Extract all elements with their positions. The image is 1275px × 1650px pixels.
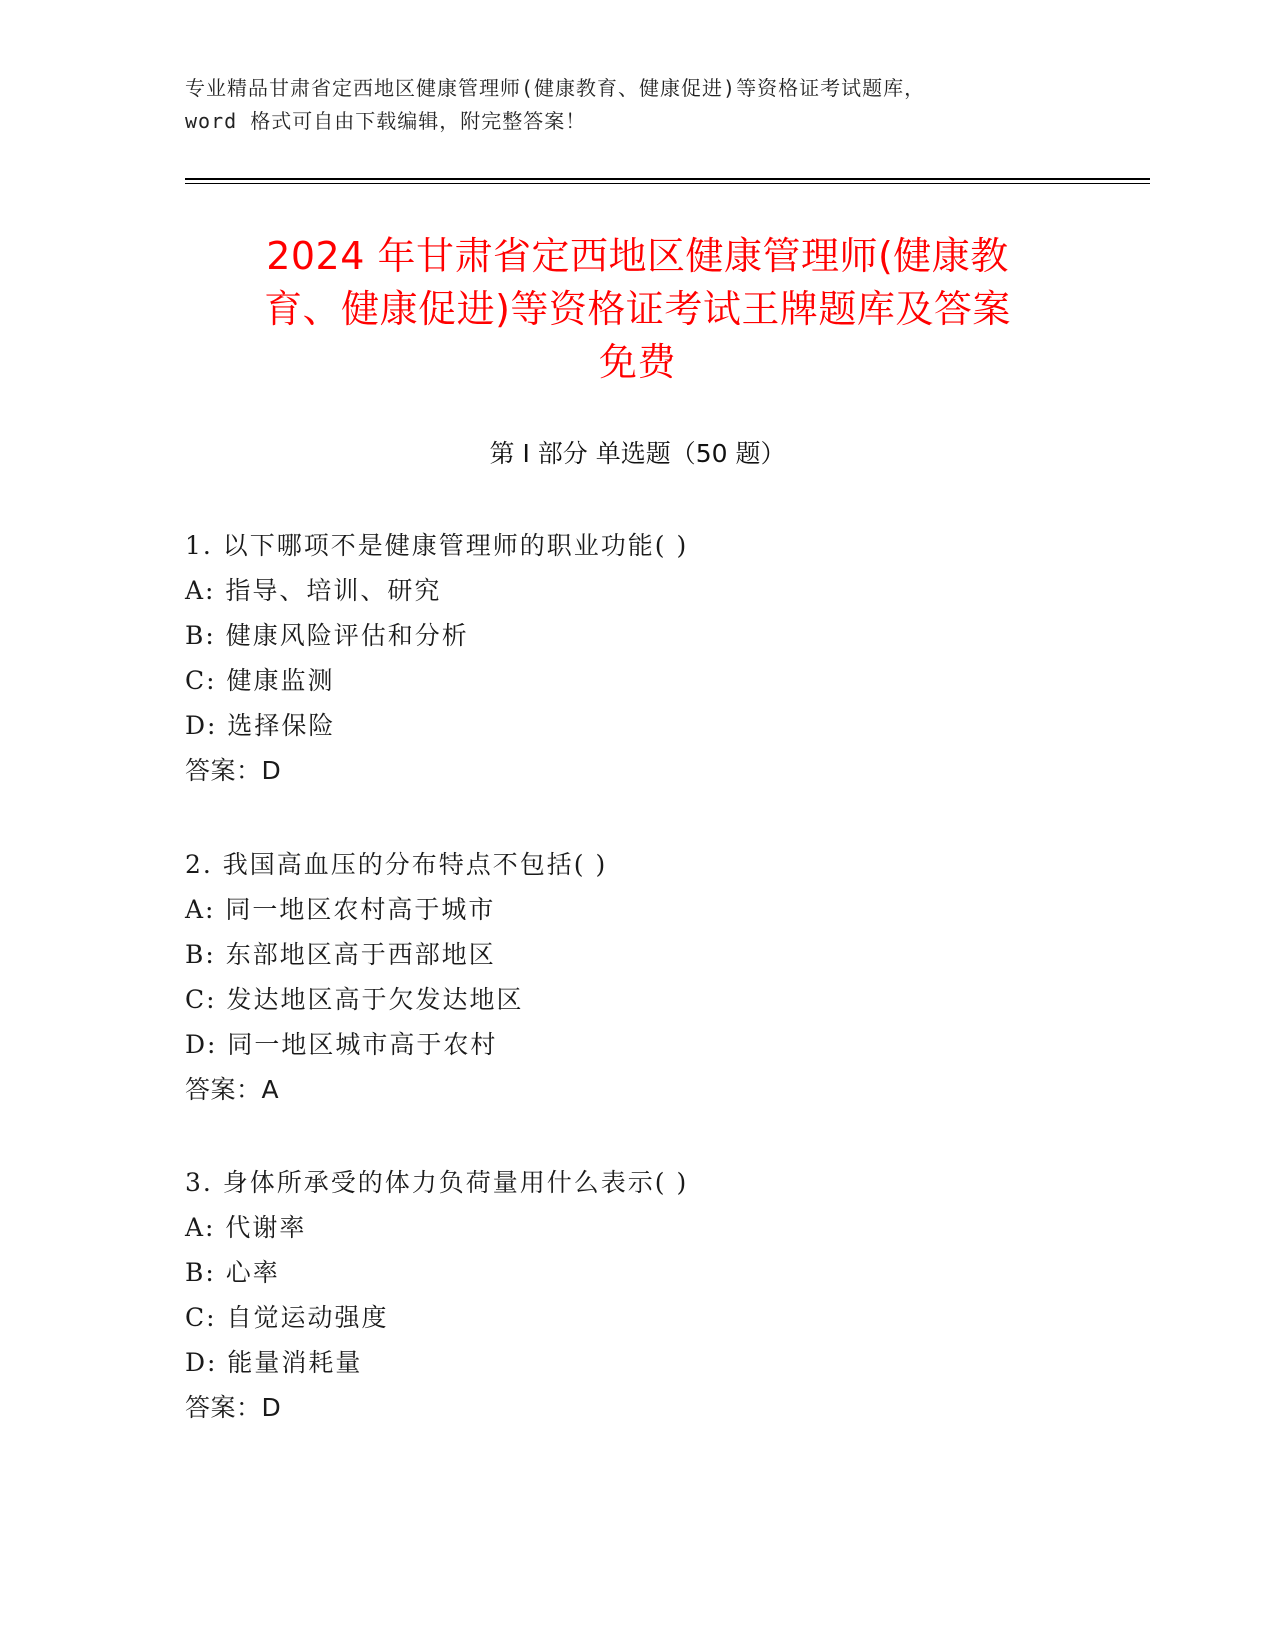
option-b: B: 心率 (185, 1258, 280, 1287)
option-c: C: 自觉运动强度 (185, 1303, 389, 1332)
option-a: A: 代谢率 (185, 1213, 307, 1242)
question-2 (185, 842, 1085, 1112)
question-1 (185, 523, 1085, 793)
answer-line: 答案：A (185, 1075, 280, 1104)
section-heading: 第 I 部分 单选题（50 题） (489, 439, 786, 468)
title-line-2: 育、健康促进)等资格证考试王牌题库及答案 (264, 287, 1011, 331)
option-b: B: 健康风险评估和分析 (185, 621, 469, 650)
option-c: C: 发达地区高于欠发达地区 (185, 985, 524, 1014)
option-a: A: 同一地区农村高于城市 (185, 895, 496, 924)
option-a: A: 指导、培训、研究 (185, 576, 442, 605)
header-rule-thick (185, 178, 1150, 180)
question-stem: 2. 我国高血压的分布特点不包括( ) (185, 850, 608, 879)
answer-line: 答案：D (185, 756, 282, 785)
option-d: D: 选择保险 (185, 711, 336, 740)
answer-line: 答案：D (185, 1393, 282, 1422)
intro-text (185, 72, 1085, 138)
question-3 (185, 1160, 1085, 1430)
intro-line-1: 专业精品甘肃省定西地区健康管理师(健康教育、健康促进)等资格证考试题库， (185, 76, 926, 100)
intro-line-2: word 格式可自由下载编辑，附完整答案！ (185, 109, 587, 133)
title-line-3: 免费 (598, 340, 676, 384)
option-d: D: 能量消耗量 (185, 1348, 363, 1377)
question-stem: 1. 以下哪项不是健康管理师的职业功能( ) (185, 531, 689, 560)
title-line-1: 2024 年甘肃省定西地区健康管理师(健康教 (266, 234, 1009, 278)
option-b: B: 东部地区高于西部地区 (185, 940, 496, 969)
option-c: C: 健康监测 (185, 666, 335, 695)
option-d: D: 同一地区城市高于农村 (185, 1030, 498, 1059)
question-stem: 3. 身体所承受的体力负荷量用什么表示( ) (185, 1168, 689, 1197)
document-title (185, 230, 1090, 389)
header-rule-thin (185, 183, 1150, 184)
